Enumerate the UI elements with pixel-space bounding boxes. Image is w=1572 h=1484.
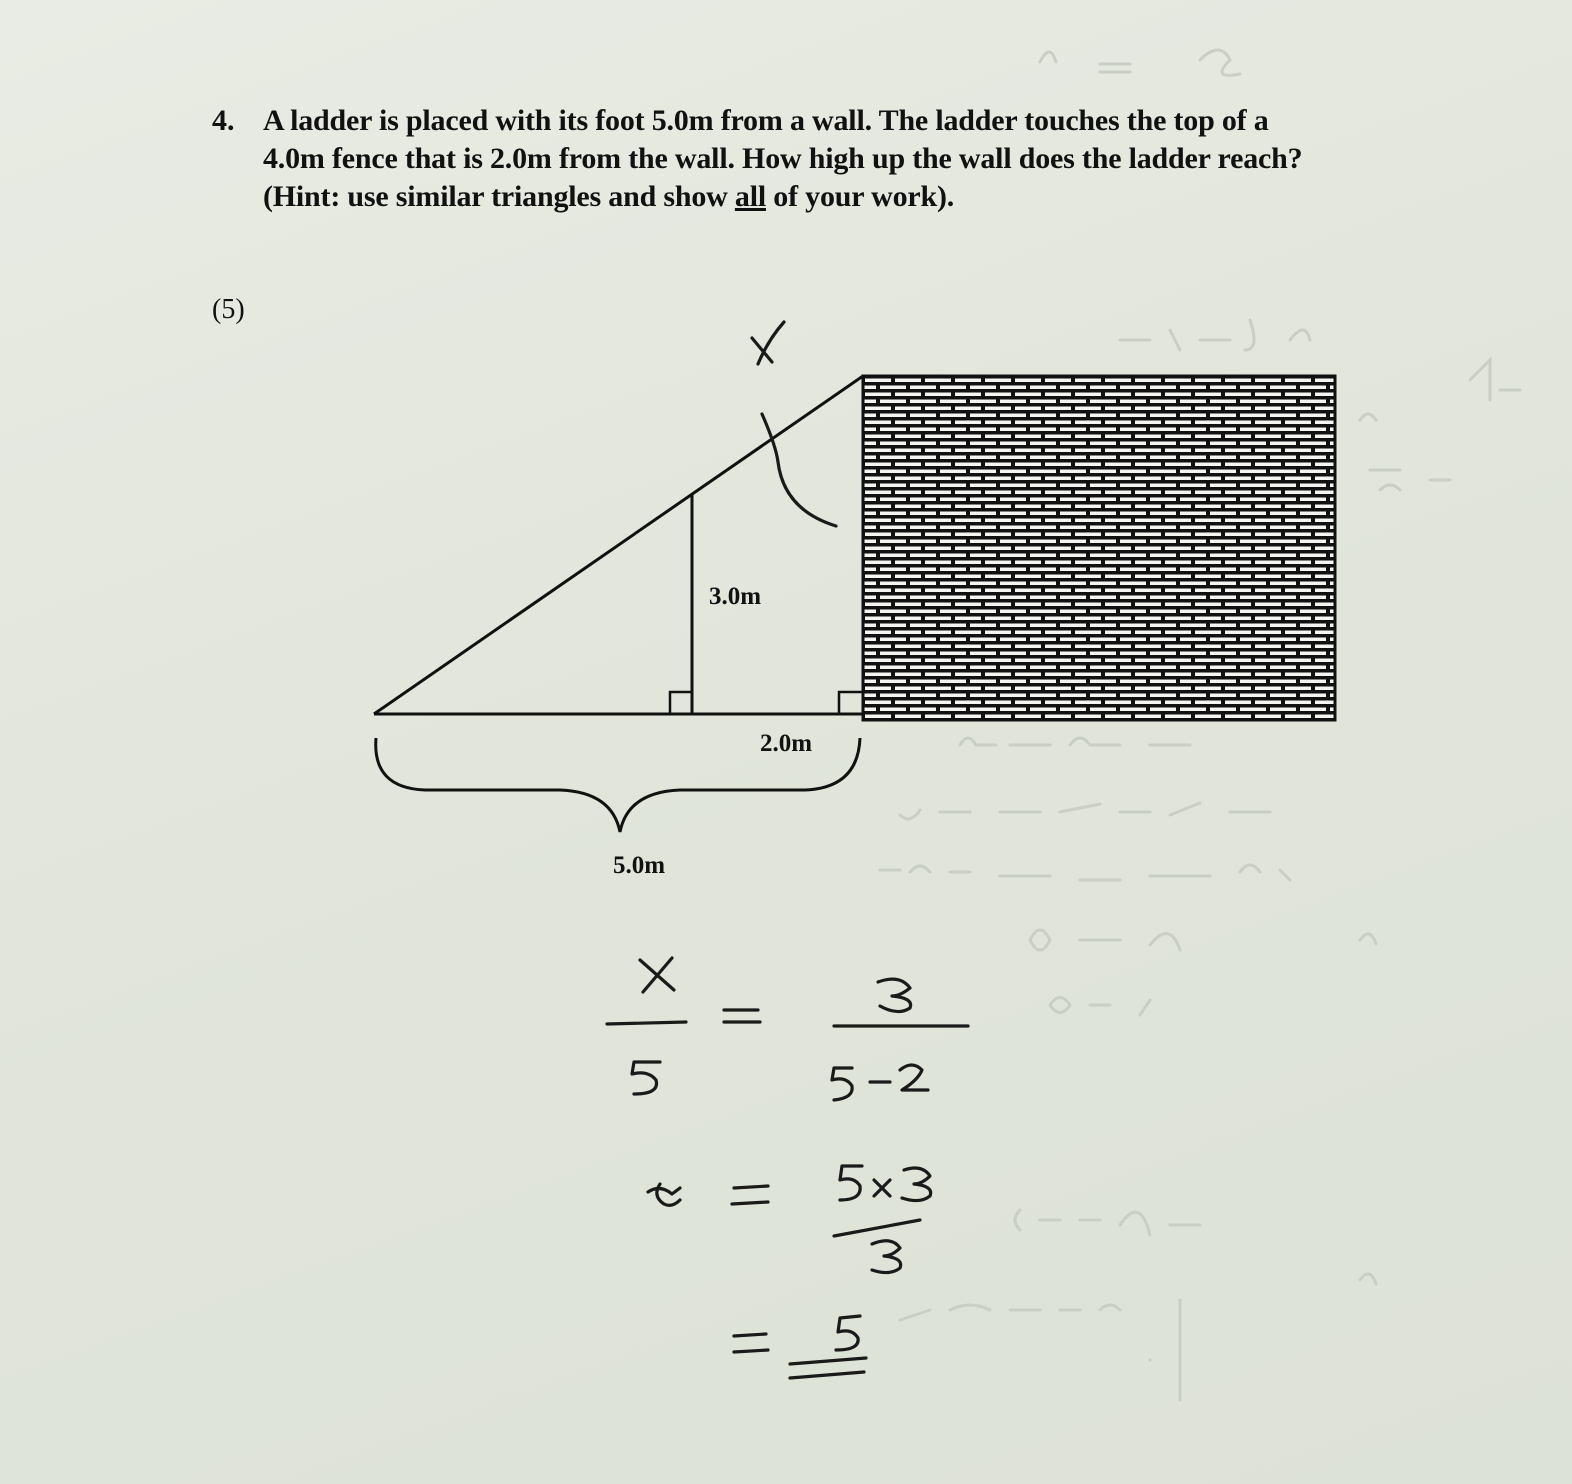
fence-height-label: 3.0m: [709, 583, 762, 610]
handwritten-equation-3: [734, 1316, 866, 1378]
eq1-x: [640, 958, 674, 992]
eq1-3: [878, 979, 911, 1011]
handwritten-x-label: [752, 322, 784, 364]
foot-to-wall-label: 5.0m: [613, 852, 666, 879]
hint-text-end: of your work).: [765, 180, 955, 213]
eq2-5: [840, 1166, 862, 1200]
hint-text-start: (Hint: use similar triangles and show: [263, 180, 735, 213]
question-text-line-1: A ladder is placed with its foot 5.0m from a wall. The ladder touches the top of a: [263, 104, 1269, 137]
eq1-den-5: [832, 1068, 852, 1100]
eq1-5: [632, 1062, 660, 1094]
eq2-equals: [732, 1186, 768, 1204]
wall-right-angle-marker: [839, 692, 863, 714]
eq3-equals: [734, 1334, 768, 1352]
handwritten-arc-bracket: [762, 414, 836, 526]
handwritten-equation-2: [648, 1166, 931, 1273]
fence-to-wall-label: 2.0m: [760, 730, 813, 757]
question-text-line-2: 4.0m fence that is 2.0m from the wall. How high up the wall does the ladder reach?: [263, 142, 1303, 175]
hint-text-underlined: all: [734, 180, 766, 213]
eq2-den-3: [872, 1241, 901, 1273]
eq1-left-fraction-bar: [607, 1022, 686, 1024]
eq1-den-2: [900, 1065, 928, 1090]
handwritten-equation-1: [607, 958, 968, 1100]
ladder-line: [374, 376, 863, 714]
question-marks: (5): [212, 294, 245, 325]
eq1-equals: [724, 1010, 760, 1022]
eq3-double-underline: [790, 1358, 866, 1378]
question-number: 4.: [212, 104, 235, 137]
bleed-through-marks: [880, 50, 1520, 1400]
eq2-times: [874, 1180, 890, 1196]
eq3-5: [836, 1316, 860, 1350]
eq2-x: [648, 1184, 680, 1205]
eq2-3: [902, 1168, 931, 1201]
eq2-fraction-bar: [834, 1220, 920, 1236]
fence-right-angle-marker: [670, 692, 692, 714]
brick-wall: [863, 376, 1335, 720]
